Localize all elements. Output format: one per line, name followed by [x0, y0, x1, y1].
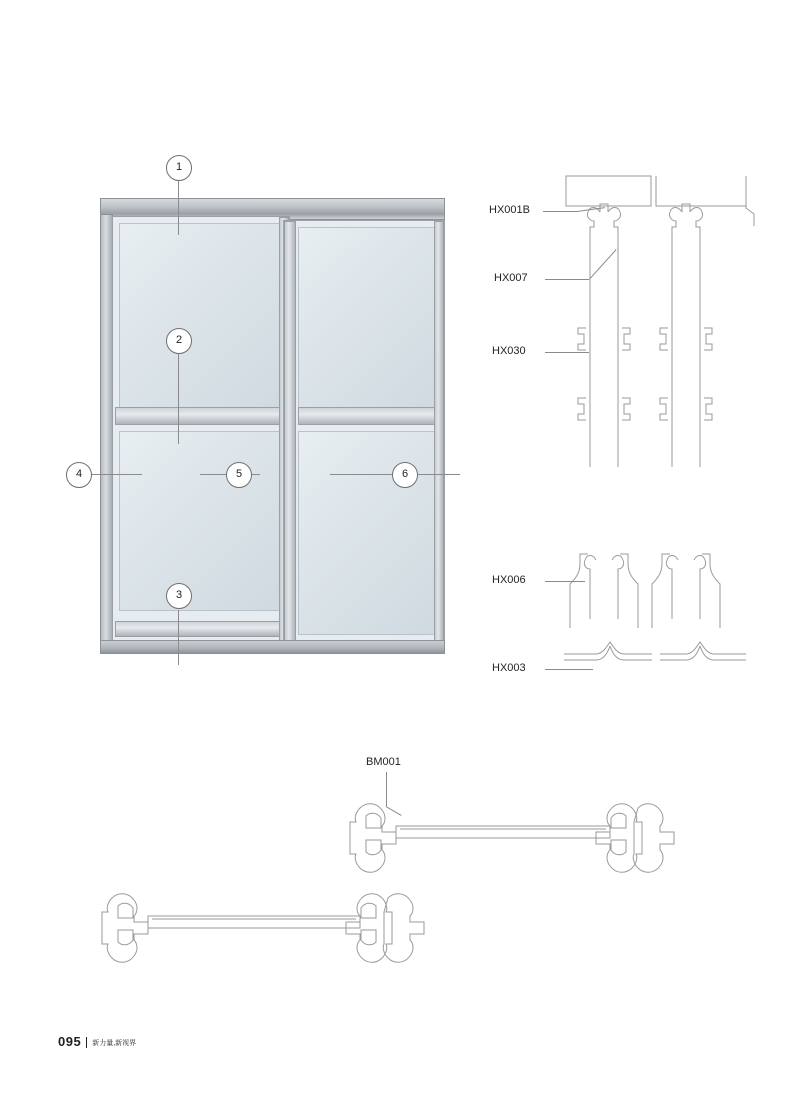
glass-panel-rear-lower: [119, 431, 283, 611]
door-sill-frame: [100, 640, 445, 654]
label-hx001b: HX001B: [489, 204, 530, 216]
door-leaf-rear: [112, 216, 290, 644]
label-hx006: HX006: [492, 574, 526, 586]
door-stile-front-right: [434, 221, 444, 643]
leader-hx006: [545, 581, 585, 582]
door-leaf-front: [283, 220, 445, 644]
label-hx003: HX003: [492, 662, 526, 674]
leader-hx003: [545, 669, 593, 670]
glass-panel-front-upper: [298, 227, 438, 415]
door-rail-rear-bottom: [115, 621, 287, 637]
leader-line-2: [178, 352, 179, 444]
footer-text: 新力量,新视界: [92, 1040, 137, 1047]
leader-hx007: [545, 279, 589, 280]
callout-2[interactable]: 2: [166, 328, 192, 354]
leader-line-1: [178, 180, 179, 235]
door-stile-front-left: [284, 221, 296, 643]
glass-panel-front-lower: [298, 431, 438, 635]
label-bm001: BM001: [366, 756, 401, 768]
glass-panel-rear-upper: [119, 223, 283, 419]
leader-bm001: [386, 772, 387, 806]
callout-4[interactable]: 4: [66, 462, 92, 488]
callout-3[interactable]: 3: [166, 583, 192, 609]
callout-1[interactable]: 1: [166, 155, 192, 181]
page-number: 095: [58, 1034, 82, 1049]
leader-line-3: [178, 610, 179, 665]
callout-6[interactable]: 6: [392, 462, 418, 488]
door-rail-rear-mid: [115, 407, 287, 425]
label-hx030: HX030: [492, 345, 526, 357]
label-hx007: HX007: [494, 272, 528, 284]
footer-divider: [86, 1037, 87, 1048]
vertical-section-drawing: [556, 168, 786, 678]
callout-5[interactable]: 5: [226, 462, 252, 488]
page-footer: [58, 1034, 136, 1049]
door-rail-front-mid: [298, 407, 440, 425]
leader-hx030: [545, 352, 589, 353]
sliding-door-assembly: [100, 198, 445, 660]
leader-hx001b: [543, 211, 577, 212]
